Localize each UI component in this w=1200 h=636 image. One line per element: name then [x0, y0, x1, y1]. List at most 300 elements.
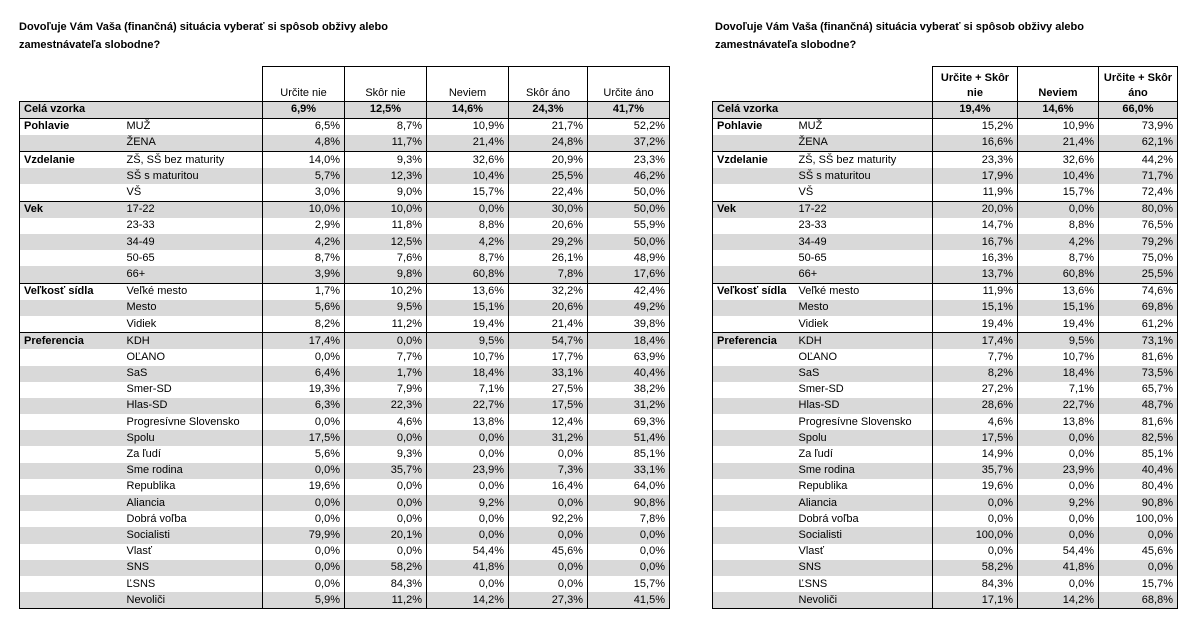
group-label-empty	[20, 430, 123, 446]
table-row	[713, 511, 1178, 527]
cell-value: 65,7%	[1099, 382, 1178, 398]
cell-value: 29,2%	[509, 234, 588, 250]
group-label-empty	[20, 316, 123, 333]
cell-value: 68,8%	[1099, 592, 1178, 609]
cell-value: 44,2%	[1099, 152, 1178, 169]
group-label-empty	[713, 560, 795, 576]
row-label: VŠ	[798, 186, 814, 199]
table-row	[713, 349, 1178, 365]
cell-value: 27,5%	[509, 382, 588, 398]
cell-value: 13,8%	[427, 414, 509, 430]
cell-value: 11,2%	[345, 592, 427, 609]
cell-value: 12,5%	[345, 234, 427, 250]
cell-value: 0,0%	[427, 527, 509, 543]
cell-value: 37,2%	[588, 135, 670, 152]
total-label: Celá vzorka	[713, 101, 933, 118]
group-label-empty	[20, 366, 123, 382]
row-label: VŠ	[126, 186, 142, 199]
row-label: Mesto	[123, 300, 263, 316]
row-label: Progresívne Slovensko	[798, 415, 912, 428]
cell-value: 0,0%	[588, 527, 670, 543]
row-label: ĽSNS	[126, 577, 156, 590]
table-row	[20, 479, 670, 495]
table-row	[20, 366, 670, 382]
row-label: 66+	[123, 266, 263, 283]
cell-value: 0,0%	[1018, 201, 1099, 218]
cell-value: 0,0%	[263, 414, 345, 430]
cell-value: 7,7%	[933, 349, 1018, 365]
cell-value: 15,7%	[427, 184, 509, 201]
row-label: 50-65	[798, 251, 827, 264]
cell-value: 0,0%	[427, 430, 509, 446]
cell-value: 23,3%	[933, 152, 1018, 169]
table-row	[713, 168, 1178, 184]
table-row	[713, 333, 1178, 350]
cell-value: 42,4%	[588, 283, 670, 300]
table-row	[20, 527, 670, 543]
group-label-empty	[20, 266, 123, 283]
row-label: 23-33	[798, 219, 827, 232]
cell-value: 17,5%	[263, 430, 345, 446]
table-row	[20, 118, 670, 135]
cell-value: 46,2%	[588, 168, 670, 184]
table-row	[713, 527, 1178, 543]
cell-value: 28,6%	[933, 398, 1018, 414]
total-row	[20, 101, 670, 118]
group-label-empty	[20, 463, 123, 479]
cell-value: 48,7%	[1099, 398, 1178, 414]
cell-value: 0,0%	[509, 495, 588, 511]
cell-value: 85,1%	[588, 446, 670, 462]
cell-value: 40,4%	[1099, 463, 1178, 479]
table-row	[20, 283, 670, 300]
cell-value: 3,9%	[263, 266, 345, 283]
cell-value: 84,3%	[933, 576, 1018, 592]
table-row	[20, 135, 670, 152]
cell-value: 54,7%	[509, 333, 588, 350]
cell-value: 9,0%	[345, 184, 427, 201]
table-row	[713, 118, 1178, 135]
cell-value: 0,0%	[1018, 479, 1099, 495]
cell-value: 15,1%	[933, 300, 1018, 316]
group-label-empty	[20, 168, 123, 184]
cell-value: 18,4%	[427, 366, 509, 382]
table-row	[20, 560, 670, 576]
cell-value: 9,2%	[427, 495, 509, 511]
cell-value: 0,0%	[345, 495, 427, 511]
table-row	[20, 349, 670, 365]
row-label: Dobrá voľba	[798, 512, 859, 525]
cell-value: 69,3%	[588, 414, 670, 430]
cell-value: 51,4%	[588, 430, 670, 446]
column-header: Skôr nie	[345, 67, 427, 102]
cell-value: 10,7%	[427, 349, 509, 365]
cell-value: 48,9%	[588, 250, 670, 266]
table-row	[713, 560, 1178, 576]
cell-value: 19,4%	[933, 316, 1018, 333]
cell-value: 0,0%	[933, 511, 1018, 527]
cell-value: 20,6%	[509, 218, 588, 234]
row-label: Vlasť	[798, 545, 825, 558]
row-label: Sme rodina	[795, 463, 933, 479]
group-label-empty	[713, 218, 795, 234]
table-row	[713, 414, 1178, 430]
row-label: Veľké mesto	[123, 283, 263, 300]
table-row	[713, 283, 1178, 300]
row-label: ĽSNS	[798, 577, 828, 590]
group-label-empty	[20, 592, 123, 609]
row-label: 34-49	[795, 234, 933, 250]
row-label: ZŠ, SŠ bez maturity	[123, 152, 263, 169]
header-blank	[20, 67, 123, 102]
cell-value: 16,4%	[509, 479, 588, 495]
cell-value: 85,1%	[1099, 446, 1178, 462]
row-label: KDH	[123, 333, 263, 350]
cell-value: 80,0%	[1099, 201, 1178, 218]
header-blank	[795, 67, 933, 102]
cell-value: 11,9%	[933, 283, 1018, 300]
table-row	[20, 168, 670, 184]
cell-value: 32,6%	[427, 152, 509, 169]
cell-value: 21,7%	[509, 118, 588, 135]
row-label: ŽENA	[123, 135, 263, 152]
table-row	[713, 495, 1178, 511]
cell-value: 49,2%	[588, 300, 670, 316]
table-row	[20, 398, 670, 414]
row-label: OĽANO	[126, 350, 166, 363]
cell-value: 16,7%	[933, 234, 1018, 250]
row-label: Nevoliči	[123, 592, 263, 609]
cell-value: 8,2%	[933, 366, 1018, 382]
cell-value: 15,2%	[933, 118, 1018, 135]
group-label-empty	[20, 576, 123, 592]
group-label-empty	[713, 382, 795, 398]
cell-value: 0,0%	[1099, 527, 1178, 543]
table-row	[20, 266, 670, 283]
cell-value: 4,2%	[1018, 234, 1099, 250]
group-label-empty	[713, 576, 795, 592]
table-row	[20, 592, 670, 609]
cell-value: 0,0%	[509, 446, 588, 462]
table-row	[713, 184, 1178, 201]
group-label-empty	[20, 382, 123, 398]
cell-value: 10,4%	[427, 168, 509, 184]
cell-value: 63,9%	[588, 349, 670, 365]
table-row	[20, 544, 670, 560]
group-label-empty	[20, 398, 123, 414]
cell-value: 0,0%	[509, 560, 588, 576]
cell-value: 19,4%	[1018, 316, 1099, 333]
column-header: Určite nie	[263, 67, 345, 102]
cell-value: 50,0%	[588, 201, 670, 218]
cell-value: 8,8%	[427, 218, 509, 234]
column-header: Skôr áno	[509, 67, 588, 102]
cell-value: 18,4%	[1018, 366, 1099, 382]
cell-value: 10,0%	[263, 201, 345, 218]
cell-value: 90,8%	[1099, 495, 1178, 511]
group-label-empty	[20, 218, 123, 234]
cell-value: 23,3%	[588, 152, 670, 169]
total-value: 19,4%	[933, 101, 1018, 118]
cell-value: 35,7%	[933, 463, 1018, 479]
table-row	[713, 300, 1178, 316]
table-row	[713, 430, 1178, 446]
cell-value: 12,4%	[509, 414, 588, 430]
group-label-empty	[713, 463, 795, 479]
table-row	[713, 250, 1178, 266]
cell-value: 0,0%	[263, 544, 345, 560]
cell-value: 17,4%	[933, 333, 1018, 350]
cell-value: 5,7%	[263, 168, 345, 184]
cell-value: 21,4%	[509, 316, 588, 333]
cell-value: 18,4%	[588, 333, 670, 350]
row-label: Republika	[126, 480, 176, 493]
cell-value: 72,4%	[1099, 184, 1178, 201]
cell-value: 41,8%	[427, 560, 509, 576]
cell-value: 13,6%	[1018, 283, 1099, 300]
table-row	[713, 366, 1178, 382]
cell-value: 0,0%	[1018, 446, 1099, 462]
cell-value: 14,9%	[933, 446, 1018, 462]
group-label-empty	[713, 366, 795, 382]
cell-value: 40,4%	[588, 366, 670, 382]
group-label-empty	[713, 168, 795, 184]
cell-value: 7,8%	[588, 511, 670, 527]
row-label: SNS	[123, 560, 263, 576]
left-title: Dovoľuje Vám Vaša (finančná) situácia vyberať si spôsob obživy alebo zamestnávateľa slobodne?	[19, 21, 388, 51]
cell-value: 0,0%	[1018, 576, 1099, 592]
group-label: Vek	[713, 201, 795, 218]
cell-value: 25,5%	[509, 168, 588, 184]
cell-value: 7,1%	[1018, 382, 1099, 398]
row-label: Aliancia	[795, 495, 933, 511]
row-label: SaS	[123, 366, 263, 382]
cell-value: 60,8%	[427, 266, 509, 283]
cell-value: 0,0%	[588, 560, 670, 576]
row-label: Republika	[798, 480, 848, 493]
cell-value: 20,0%	[933, 201, 1018, 218]
cell-value: 45,6%	[509, 544, 588, 560]
group-label-empty	[713, 511, 795, 527]
cell-value: 27,2%	[933, 382, 1018, 398]
cell-value: 0,0%	[509, 527, 588, 543]
cell-value: 15,1%	[427, 300, 509, 316]
table-row	[20, 152, 670, 169]
table-row	[713, 201, 1178, 218]
row-label: ZŠ, SŠ bez maturity	[795, 152, 933, 169]
cell-value: 0,0%	[1018, 511, 1099, 527]
cell-value: 79,9%	[263, 527, 345, 543]
cell-value: 0,0%	[427, 479, 509, 495]
cell-value: 19,4%	[427, 316, 509, 333]
group-label-empty	[713, 349, 795, 365]
cell-value: 19,3%	[263, 382, 345, 398]
group-label-empty	[713, 479, 795, 495]
group-label-empty	[20, 560, 123, 576]
group-label: Pohlavie	[713, 118, 795, 135]
table-row	[713, 544, 1178, 560]
group-label: Veľkosť sídla	[20, 283, 123, 300]
group-label-empty	[713, 398, 795, 414]
cell-value: 9,5%	[427, 333, 509, 350]
column-header: Určite áno	[588, 67, 670, 102]
group-label-empty	[713, 446, 795, 462]
column-header: Určite + Skôr áno	[1099, 67, 1178, 102]
cell-value: 82,5%	[1099, 430, 1178, 446]
cell-value: 3,0%	[263, 184, 345, 201]
group-label: Preferencia	[20, 333, 123, 350]
row-label: MUŽ	[123, 118, 263, 135]
cell-value: 5,6%	[263, 446, 345, 462]
cell-value: 58,2%	[933, 560, 1018, 576]
group-label-empty	[20, 511, 123, 527]
group-label-empty	[713, 266, 795, 283]
table-row	[20, 250, 670, 266]
group-label-empty	[20, 527, 123, 543]
table-row	[20, 382, 670, 398]
cell-value: 30,0%	[509, 201, 588, 218]
cell-value: 5,6%	[263, 300, 345, 316]
cell-value: 76,5%	[1099, 218, 1178, 234]
group-label-empty	[20, 495, 123, 511]
table-row	[20, 430, 670, 446]
cell-value: 64,0%	[588, 479, 670, 495]
column-header: Určite + Skôr nie	[933, 67, 1018, 102]
cell-value: 50,0%	[588, 234, 670, 250]
group-label-empty	[713, 414, 795, 430]
group-label-empty	[20, 446, 123, 462]
cell-value: 8,2%	[263, 316, 345, 333]
header-blank	[123, 67, 263, 102]
cell-value: 69,8%	[1099, 300, 1178, 316]
row-label: KDH	[795, 333, 933, 350]
cell-value: 50,0%	[588, 184, 670, 201]
cell-value: 17,9%	[933, 168, 1018, 184]
table-row	[713, 218, 1178, 234]
total-value: 24,3%	[509, 101, 588, 118]
cell-value: 0,0%	[263, 495, 345, 511]
cell-value: 0,0%	[427, 511, 509, 527]
cell-value: 0,0%	[263, 560, 345, 576]
cell-value: 45,6%	[1099, 544, 1178, 560]
cell-value: 92,2%	[509, 511, 588, 527]
table-row	[713, 592, 1178, 609]
cell-value: 6,5%	[263, 118, 345, 135]
cell-value: 0,0%	[588, 544, 670, 560]
group-label: Vzdelanie	[713, 152, 795, 169]
cell-value: 4,2%	[263, 234, 345, 250]
table-row	[713, 576, 1178, 592]
cell-value: 52,2%	[588, 118, 670, 135]
table-row	[20, 218, 670, 234]
cell-value: 16,6%	[933, 135, 1018, 152]
group-label: Vek	[20, 201, 123, 218]
group-label-empty	[713, 135, 795, 152]
row-label: ŽENA	[795, 135, 933, 152]
row-label: Smer-SD	[126, 383, 172, 396]
cell-value: 12,3%	[345, 168, 427, 184]
cell-value: 0,0%	[1018, 527, 1099, 543]
cell-value: 0,0%	[1018, 430, 1099, 446]
cell-value: 0,0%	[933, 495, 1018, 511]
cell-value: 0,0%	[263, 576, 345, 592]
cell-value: 0,0%	[345, 511, 427, 527]
group-label: Vzdelanie	[20, 152, 123, 169]
table-row	[713, 266, 1178, 283]
total-value: 14,6%	[427, 101, 509, 118]
cell-value: 4,2%	[427, 234, 509, 250]
cell-value: 100,0%	[1099, 511, 1178, 527]
table-row	[20, 184, 670, 201]
group-label-empty	[713, 250, 795, 266]
table-row	[20, 300, 670, 316]
row-label: 50-65	[126, 251, 155, 264]
total-label: Celá vzorka	[20, 101, 263, 118]
cell-value: 22,3%	[345, 398, 427, 414]
group-label-empty	[713, 184, 795, 201]
cell-value: 1,7%	[345, 366, 427, 382]
cell-value: 75,0%	[1099, 250, 1178, 266]
group-label-empty	[20, 234, 123, 250]
row-label: SŠ s maturitou	[795, 168, 933, 184]
row-label: 34-49	[123, 234, 263, 250]
row-label: Dobrá voľba	[126, 512, 187, 525]
cell-value: 17,1%	[933, 592, 1018, 609]
cell-value: 13,8%	[1018, 414, 1099, 430]
cell-value: 7,8%	[509, 266, 588, 283]
cell-value: 73,9%	[1099, 118, 1178, 135]
row-label: SŠ s maturitou	[123, 168, 263, 184]
row-label: Aliancia	[123, 495, 263, 511]
cell-value: 0,0%	[1099, 560, 1178, 576]
cell-value: 8,7%	[1018, 250, 1099, 266]
cell-value: 19,6%	[263, 479, 345, 495]
total-value: 12,5%	[345, 101, 427, 118]
cell-value: 0,0%	[263, 463, 345, 479]
cell-value: 32,6%	[1018, 152, 1099, 169]
cell-value: 15,1%	[1018, 300, 1099, 316]
table-row	[20, 414, 670, 430]
cell-value: 19,6%	[933, 479, 1018, 495]
cell-value: 14,0%	[263, 152, 345, 169]
cell-value: 11,7%	[345, 135, 427, 152]
cell-value: 8,7%	[345, 118, 427, 135]
cell-value: 9,3%	[345, 446, 427, 462]
cell-value: 23,9%	[1018, 463, 1099, 479]
column-header: Neviem	[427, 67, 509, 102]
cell-value: 13,6%	[427, 283, 509, 300]
cell-value: 4,6%	[345, 414, 427, 430]
table-row	[20, 316, 670, 333]
table-row	[20, 495, 670, 511]
group-label-empty	[713, 234, 795, 250]
row-label: Progresívne Slovensko	[126, 415, 240, 428]
cell-value: 7,6%	[345, 250, 427, 266]
cell-value: 17,4%	[263, 333, 345, 350]
cell-value: 35,7%	[345, 463, 427, 479]
row-label: Hlas-SD	[123, 398, 263, 414]
cell-value: 17,5%	[509, 398, 588, 414]
row-label: OĽANO	[798, 350, 838, 363]
row-label: 17-22	[795, 201, 933, 218]
header-row	[713, 67, 1178, 102]
cell-value: 73,5%	[1099, 366, 1178, 382]
group-label-empty	[20, 300, 123, 316]
row-label: MUŽ	[795, 118, 933, 135]
table-row	[20, 333, 670, 350]
cell-value: 81,6%	[1099, 349, 1178, 365]
cell-value: 90,8%	[588, 495, 670, 511]
